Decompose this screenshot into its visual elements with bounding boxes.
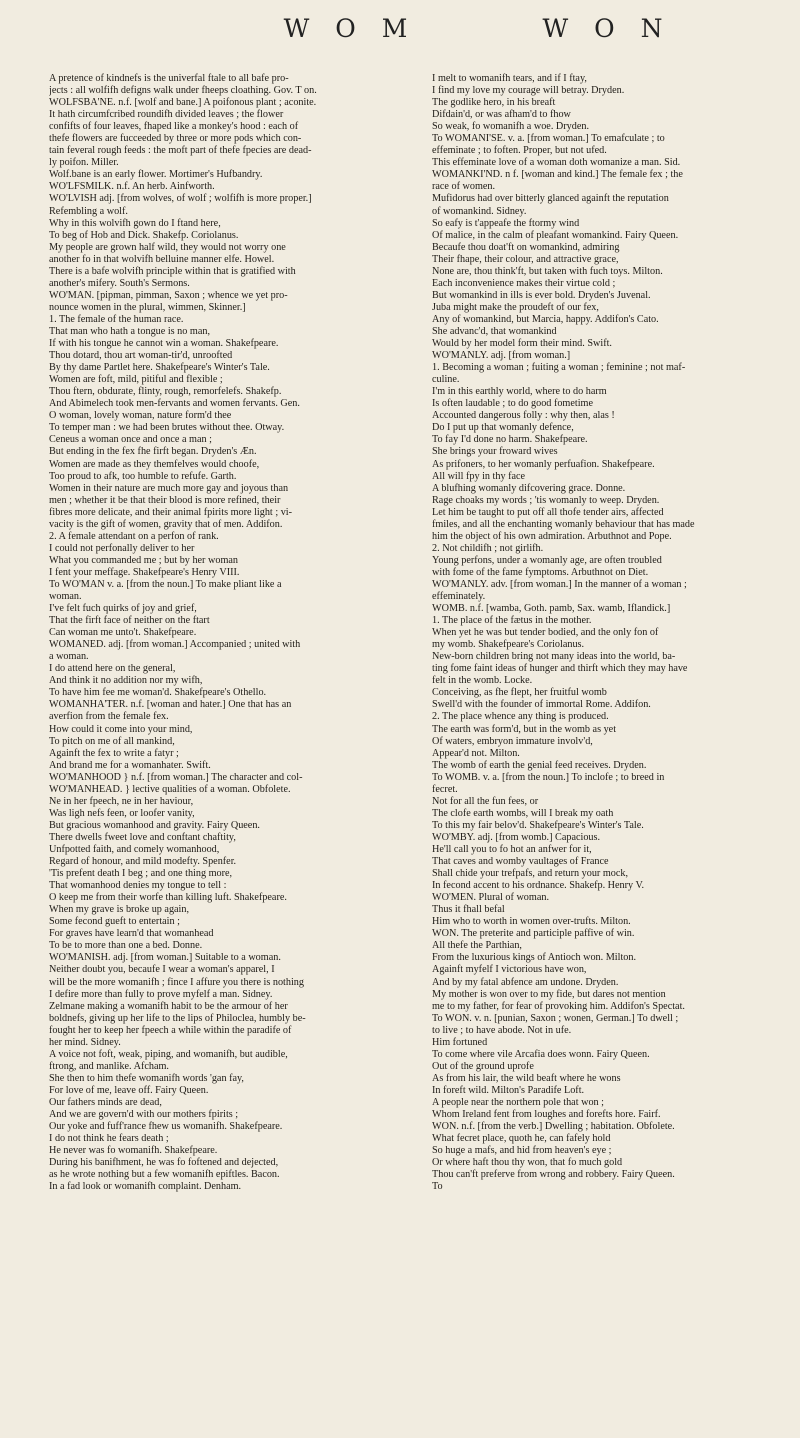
right-column bbox=[432, 73, 782, 1418]
right-column-text: I melt to womanifh tears, and if I ftay, I find my love my courage will betray. Dryden. The godlike hero, in his breaft Difdain'd, or was afham'd to fhow So weak, fo womanifh a woe. Dryden. To WOMANI'SE. v. a. [from woman.] To emafculate ; to effeminate ; to foften. Proper, but not ufed. This effeminate love of a woman doth womanize a man. Sid. WOMANKI'ND. n f. [woman and kind.] The female fex ; the race of women. Mufidorus had over bitterly glanced againft the reputation of womankind. Sidney. So eafy is t'appeafe the ftormy wind Of malice, in the calm of pleafant womankind. Fairy Queen. Becaufe thou doat'ft on womankind, admiring Their fhape, their colour, and attractive grace, None are, thou think'ft, but taken with fuch toys. Milton. Each inconvenience makes their virtue cold ; But womankind in ills is ever bold. Dryden's Juvenal. Juba might make the proudeft of our fex, Any of womankind, but Marcia, happy. Addifon's Cato. She advanc'd, that womankind Would by her model form their mind. Swift. WO'MANLY. adj. [from woman.] 1. Becoming a woman ; fuiting a woman ; feminine ; not maf- culine. I'm in this earthly world, where to do harm Is often laudable ; to do good fometime Accounted dangerous folly : why then, alas ! Do I put up that womanly defence, To fay I'd done no harm. Shakefpeare. She brings your froward wives As prifoners, to her womanly perfuafion. Shakefpeare. All will fpy in thy face A blufhing womanly difcovering grace. Donne. Rage choaks my words ; 'tis womanly to weep. Dryden. Let him be taught to put off all thofe tender airs, affected fmiles, and all the enchanting womanly behaviour that has made him the object of his own admiration. Arbuthnot and Pope. 2. Not childifh ; not girlifh. Young perfons, under a womanly age, are often troubled with fome of the fame fymptoms. Arbuthnot on Diet. WO'MANLY. adv. [from woman.] In the manner of a woman ; effeminately. WOMB. n.f. [wamba, Goth. pamb, Sax. wamb, Iflandick.] 1. The place of the fætus in the mother. When yet he was but tender bodied, and the only fon of my womb. Shakefpeare's Coriolanus. New-born children bring not many ideas into the world, ba- ting fome faint ideas of hunger and thirft which they may have felt in the womb. Locke. Conceiving, as fhe flept, her fruitful womb Swell'd with the founder of immortal Rome. Addifon. 2. The place whence any thing is produced. The earth was form'd, but in the womb as yet Of waters, embryon immature involv'd, Appear'd not. Milton. The womb of earth the genial feed receives. Dryden. To WOMB. v. a. [from the noun.] To inclofe ; to breed in fecret. Not for all the fun fees, or The clofe earth wombs, will I break my oath To this my fair belov'd. Shakefpeare's Winter's Tale. WO'MBY. adj. [from womb.] Capacious. He'll call you to fo hot an anfwer for it, That caves and womby vaultages of France Shall chide your trefpafs, and return your mock, In fecond accent to his ordnance. Shakefp. Henry V. WO'MEN. Plural of woman. Thus it fhall befal Him who to worth in women over-trufts. Milton. WON. The preterite and participle paffive of win. All thefe the Parthian, From the luxurious kings of Antioch won. Milton. Againft myfelf I victorious have won, And by my fatal abfence am undone. Dryden. My mother is won over to my fide, but dares not mention me to my father, for fear of provoking him. Addifon's Spectat. To WON. v. n. [punian, Saxon ; wonen, German.] To dwell ; to live ; to have abode. Not in ufe. Him fortuned To come where vile Arcafia does wonn. Fairy Queen. Out of the ground uprofe As from his lair, the wild beaft where he wons In foreft wild. Milton's Paradife Loft. A people near the northern pole that won ; Whom Ireland fent from loughes and forefts hore. Fairf. WON. n.f. [from the verb.] Dwelling ; habitation. Obfolete. What fecret place, quoth he, can fafely hold So huge a mafs, and hid from heaven's eye ; Or where haft thou thy won, that fo much gold Thou can'ft preferve from wrong and robbery. Fairy Queen. To bbox=[432, 73, 695, 1193]
left-column bbox=[49, 73, 399, 1418]
running-header-left: W O M bbox=[283, 14, 417, 43]
left-column-text: A pretence of kindnefs is the univerfal ftale to all bafe pro- jects : all wolfifh defigns walk under fheeps cloathing. Gov. T on. WOLFSBA'NE. n.f. [wolf and bane.] A poifonous plant ; aconite. It hath circumfcribed roundifh divided leaves ; the flower confifts of four leaves, fhaped like a monkey's hood : each of thefe flowers are fucceeded by three or more pods which con- tain feveral rough feeds : the moft part of thefe fpecies are dead- ly poifon. Miller. Wolf.bane is an early flower. Mortimer's Hufbandry. WO'LFSMILK. n.f. An herb. Ainfworth. WO'LVISH adj. [from wolves, of wolf ; wolfifh is more proper.] Refembling a wolf. Why in this wolvifh gown do I ftand here, To beg of Hob and Dick. Shakefp. Coriolanus. My people are grown half wild, they would not worry one another fo in that wolvifh belluine manner elfe. Howel. There is a bafe wolvifh principle within that is gratified with another's mifery. South's Sermons. WO'MAN. [pipman, pimman, Saxon ; whence we yet pro- nounce women in the plural, wimmen, Skinner.] 1. The female of the human race. That man who hath a tongue is no man, If with his tongue he cannot win a woman. Shakefpeare. Thou dotard, thou art woman-tir'd, unroofted By thy dame Partlet here. Shakefpeare's Winter's Tale. Women are foft, mild, pitiful and flexible ; Thou ftern, obdurate, flinty, rough, remorfelefs. Shakefp. And Abimelech took men-fervants and women fervants. Gen. O woman, lovely woman, nature form'd thee To temper man : we had been brutes without thee. Otway. Ceneus a woman once and once a man ; But ending in the fex fhe firft began. Dryden's Æn. Women are made as they themfelves would choofe, Too proud to afk, too humble to refufe. Garth. Women in their nature are much more gay and joyous than men ; whether it be that their blood is more refined, their fibres more delicate, and their animal fpirits more light ; vi- vacity is the gift of women, gravity that of men. Addifon. 2. A female attendant on a perfon of rank. I could not perfonally deliver to her What you commanded me ; but by her woman I fent your meffage. Shakefpeare's Henry VIII. To WO'MAN v. a. [from the noun.] To make pliant like a woman. I've felt fuch quirks of joy and grief, That the firft face of neither on the ftart Can woman me unto't. Shakefpeare. WOMANED. adj. [from woman.] Accompanied ; united with a woman. I do attend here on the general, And think it no addition nor my wifh, To have him fee me woman'd. Shakefpeare's Othello. WOMANHA'TER. n.f. [woman and hater.] One that has an averfion from the female fex. How could it come into your mind, To pitch on me of all mankind, Againft the fex to write a fatyr ; And brand me for a womanhater. Swift. WO'MANHOOD } n.f. [from woman.] The character and col- WO'MANHEAD. } lective qualities of a woman. Obfolete. Ne in her fpeech, ne in her haviour, Was ligh nefs feen, or loofer vanity, But gracious womanhood and gravity. Fairy Queen. There dwells fweet love and conftant chaftity, Unfpotted faith, and comely womanhood, Regard of honour, and mild modefty. Spenfer. 'Tis prefent death I beg ; and one thing more, That womanhood denies my tongue to tell : O keep me from their worfe than killing luft. Shakefpeare. When my grave is broke up again, Some fecond gueft to entertain ; For graves have learn'd that womanhead To be to more than one a bed. Donne. WO'MANISH. adj. [from woman.] Suitable to a woman. Neither doubt you, becaufe I wear a woman's apparel, I will be the more womanifh ; fince I affure you there is nothing I defire more than fully to prove myfelf a man. Sidney. Zelmane making a womanifh habit to be the armour of her boldnefs, giving up her life to the lips of Philoclea, humbly be- fought her to keep her fpeech a while within the paradife of her mind. Sidney. A voice not foft, weak, piping, and womanifh, but audible, ftrong, and manlike. Afcham. She then to him thefe womanifh words 'gan fay, For love of me, leave off. Fairy Queen. Our fathers minds are dead, And we are govern'd with our mothers fpirits ; Our yoke and fuff'rance fhew us womanifh. Shakefpeare. I do not think he fears death ; He never was fo womanifh. Shakefpeare. During his banifhment, he was fo foftened and dejected, as he wrote nothing but a few womanifh epiftles. Bacon. In a fad look or womanifh complaint. Denham. bbox=[49, 73, 317, 1193]
running-header-right: W O N bbox=[542, 14, 672, 43]
